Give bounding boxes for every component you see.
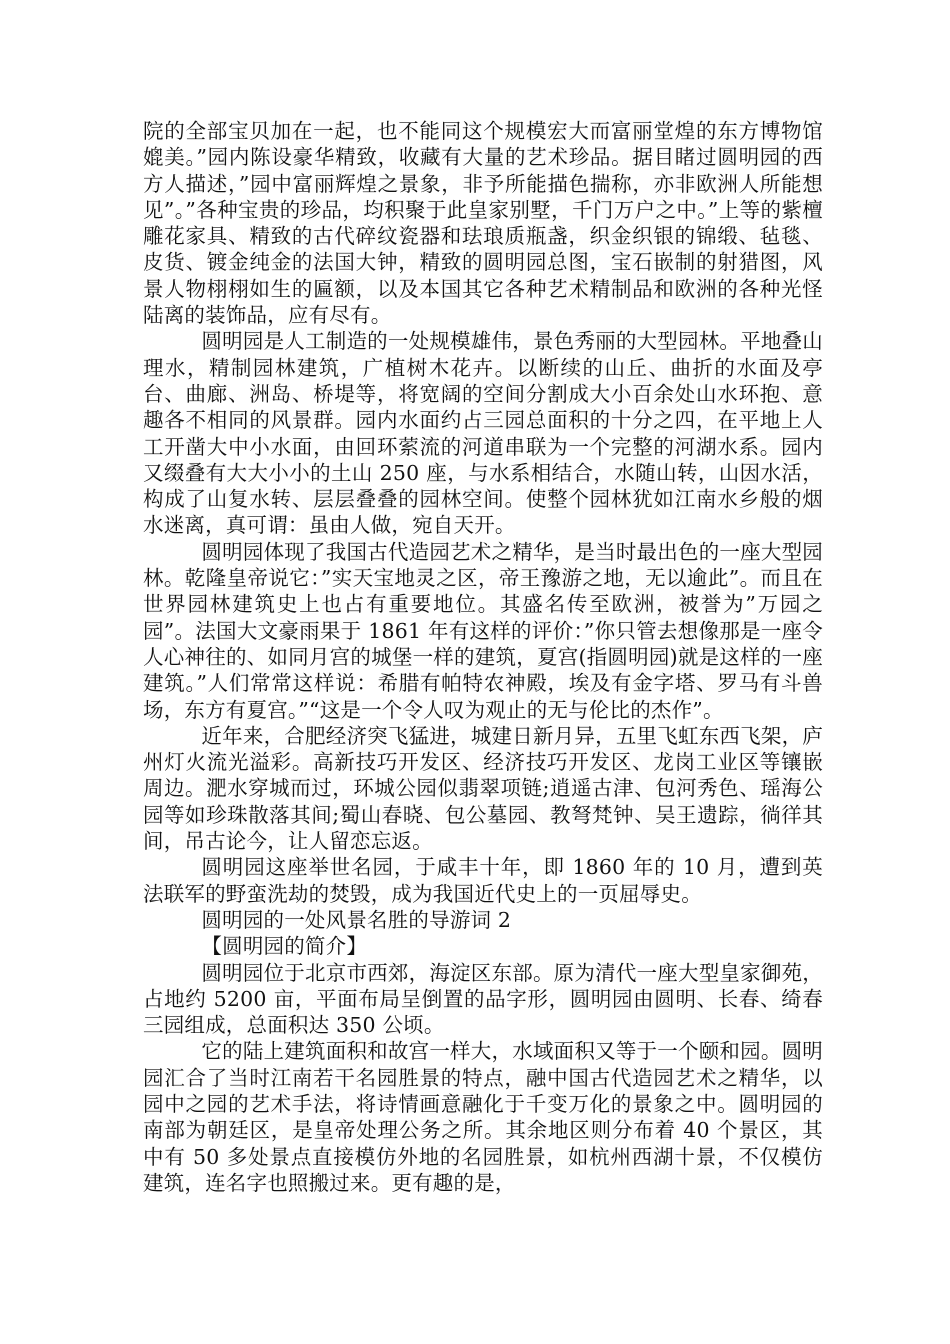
paragraph-2: 圆明园是人工制造的一处规模雄伟，景色秀丽的大型园林。平地叠山理水，精制园林建筑，广植树木花卉。以断续的山丘、曲折的水面及亭台、曲廊、洲岛、桥堤等，将宽阔的空间分割成大小百余处山水环抱、意趣各不相同的风景群。园内水面约占三园总面积的十分之四，在平地上人工开凿大中小水面，由回环萦流的河道串联为一个完整的河湖水系。园内又缀叠有大大小小的土山 250 座，与水系相结合，水随山转，山因水活，构成了山复水转、层层叠叠的园林空间。使整个园林犹如江南水乡般的烟水迷离，真可谓：虽由人做，宛自天开。 xyxy=(143,329,823,538)
subsection-heading: 【圆明园的简介】 xyxy=(201,934,368,959)
paragraph-8: 圆明园位于北京市西郊，海淀区东部。原为清代一座大型皇家御苑，占地约 5200 亩，平面布局呈倒置的品字形，圆明园由圆明、长春、绮春三园组成，总面积达 350 公顷。 xyxy=(143,960,823,1038)
section-heading: 圆明园的一处风景名胜的导游词 2 xyxy=(201,907,512,932)
paragraph-3: 圆明园体现了我国古代造园艺术之精华，是当时最出色的一座大型园林。乾隆皇帝说它：”实天宝地灵之区，帝王豫游之地，无以逾此”。而且在世界园林建筑史上也占有重要地位。其盛名传至欧洲，被誉为”万园之园”。法国大文豪雨果于 1861 年有这样的评价：”你只管去想像那是一座令人心神往的、如同月宫的城堡一样的建筑，夏宫(指圆明园)就是这样的一座建筑。”人们常常这样说：希腊有帕特农神殿，埃及有金字塔、罗马有斗兽场，东方有夏宫。”“这是一个令人叹为观止的无与伦比的杰作”。 xyxy=(143,539,823,722)
document-body xyxy=(143,118,823,1196)
paragraph-5: 圆明园这座举世名园，于咸丰十年，即 1860 年的 10 月，遭到英法联军的野蛮洗劫的焚毁，成为我国近代史上的一页屈辱史。 xyxy=(143,855,823,906)
paragraph-4: 近年来，合肥经济突飞猛进，城建日新月异，五里飞虹东西飞架，庐州灯火流光溢彩。高新技巧开发区、经济技巧开发区、龙岗工业区等镶嵌周边。淝水穿城而过，环城公园似翡翠项链;逍遥古津、包河秀色、瑶海公园等如珍珠散落其间;蜀山春晓、包公墓园、教弩梵钟、吴王遗踪，徜徉其间，吊古论今，让人留恋忘返。 xyxy=(143,723,823,854)
paragraph-1: 院的全部宝贝加在一起，也不能同这个规模宏大而富丽堂煌的东方博物馆媲美。”园内陈设豪华精致，收藏有大量的艺术珍品。据目睹过圆明园的西方人描述，”园中富丽辉煌之景象，非予所能描色揣称，亦非欧洲人所能想见”。”各种宝贵的珍品，均积聚于此皇家别墅，千门万户之中。”上等的紫檀雕花家具、精致的古代碎纹瓷器和珐琅质瓶盏，织金织银的锦缎、毡毯、皮货、镀金纯金的法国大钟，精致的圆明园总图，宝石嵌制的射猎图，风景人物栩栩如生的匾额，以及本国其它各种艺术精制品和欧洲的各种光怪陆离的装饰品，应有尽有。 xyxy=(143,119,823,328)
paragraph-9: 它的陆上建筑面积和故宫一样大，水域面积又等于一个颐和园。圆明园汇合了当时江南若干名园胜景的特点，融中国古代造园艺术之精华，以园中之园的艺术手法，将诗情画意融化于千变万化的景象之中。圆明园的南部为朝廷区，是皇帝处理公务之所。其余地区则分布着 40 个景区，其中有 50 多处景点直接模仿外地的名园胜景，如杭州西湖十景，不仅模仿建筑，连名字也照搬过来。更有趣的是， xyxy=(143,1039,823,1195)
